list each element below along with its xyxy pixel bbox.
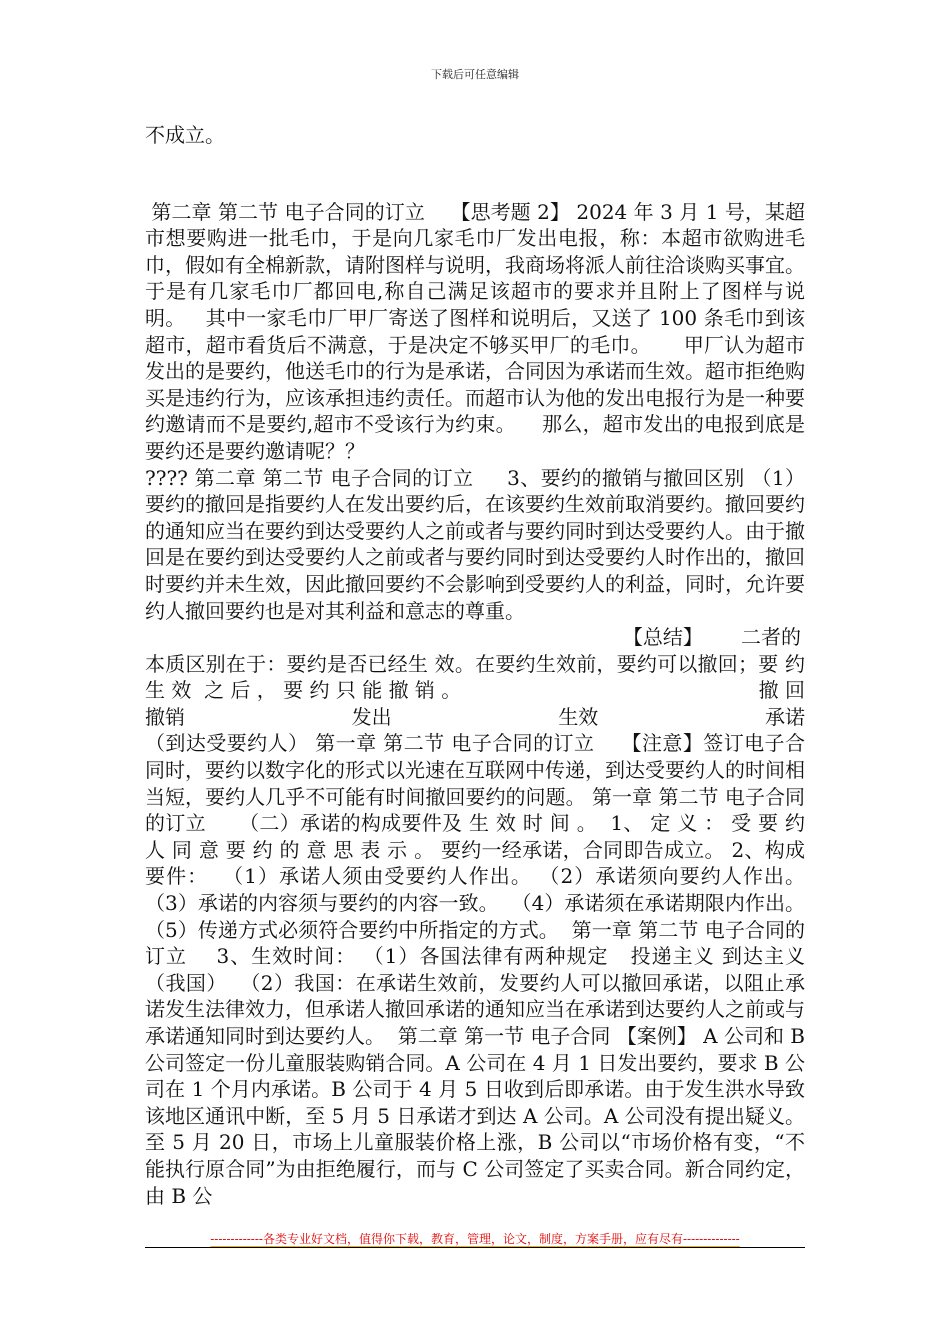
document-body xyxy=(145,122,818,1209)
paragraph-5: （到达受要约人） 第一章 第二节 电子合同的订立 【注意】签订电子合同时，要约以数字化的形式以光速在互联网中传递，到达受要约人的时间相当短，要约人几乎不可能有时间撤回要约的问题。 第一章 第二节 电子合同的订立 （二）承诺的构成要件及 生 效 时 间 。 1、 定 义 ： 受 要 约 人 同 意 要 约 的 意 思 表 示 。 要约一经承诺，合同即告成立。 2、构成要件： （1）承诺人须由受要约人作出。 （2）承诺须向要约人作出。 （3）承诺的内容须与要约的内容一致。 （4）承诺须在承诺期限内作出。 （5）传递方式必须符合要约中所指定的方式。 第一章 第二节 电子合同的订立 3、生效时间： （1）各国法律有两种规定 投递主义 到达主义（我国） （2）我国：在承诺生效前，发要约人可以撤回承诺，以阻止承诺发生法律效力，但承诺人撤回承诺的通知应当在承诺到达要约人之前或与承诺通知同时到达要约人。 第二章 第一节 电子合同 【案例】 A 公司和 B 公司签定一份儿童服装购销合同。A 公司在 4 月 1 日发出要约，要求 B 公司在 1 个月内承诺。B 公司于 4 月 5 日收到后即承诺。由于发生洪水导致该地区通讯中断，至 5 月 5 日承诺才到达 A 公司。A 公司没有提出疑义。至 5 月 20 日，市场上儿童服装价格上涨，B 公司以“市场价格有变，“不能执行原合同”为由拒绝履行，而与 C 公司签定了买卖合同。新合同约定，由 B 公 xyxy=(145,731,818,1208)
paragraph-1: 不成立。 xyxy=(145,123,225,147)
paragraph-4-text: 本质区别在于：要约是否已经生 效。在要约生效前，要约可以撤回；要 约 生 效 之 后 ， 要 约 只 能 撤 销 。 xyxy=(145,651,812,703)
summary-line: 【总结】 二者的 xyxy=(622,625,801,650)
paragraph-3: ???? 第二章 第二节 电子合同的订立 3、要约的撤销与撤回区别 （1）要约的撤回是指要约人在发出要约后，在该要约生效前取消要约。撤回要约的通知应当在要约到达受要约人之前或者与要约同时到达受要约人。由于撤回是在要约到达受要约人之前或者与要约同时到达受要约人时作出的，撤回时要约并未生效，因此撤回要约不会影响到受要约人的利益，同时，允许要约人撤回要约也是对其利益和意志的尊重。 xyxy=(145,465,805,623)
footer-banner: -------------各类专业好文档，值得你下载，教育，管理，论文，制度，方案手册，应有尽有-------------- xyxy=(210,1232,740,1246)
spread-word-4: 承诺 xyxy=(764,704,805,729)
page-header: 下载后可任意编辑 xyxy=(431,68,519,81)
spread-word-1: 撤销 xyxy=(145,704,185,729)
paragraph-4 xyxy=(145,651,812,704)
spread-row xyxy=(145,704,805,731)
paragraph-4-tail: 撤 回 xyxy=(758,678,805,703)
paragraph-2: 第二章 第二节 电子合同的订立 【思考题 2】 2024 年 3 月 1 号，某超市想要购进一批毛巾，于是向几家毛巾厂发出电报，称：本超市欲购进毛巾，假如有全棉新款，请附图样与说明，我商场将派人前往洽谈购买事宜。于是有几家毛巾厂都回电,称自己满足该超市的要求并且附上了图样与说明。 其中一家毛巾厂甲厂寄送了图样和说明后，又送了 100 条毛巾到该超市，超市看货后不满意，于是决定不够买甲厂的毛巾。 甲厂认为超市发出的是要约，他送毛巾的行为是承诺，合同因为承诺而生效。超市拒绝购买是违约行为，应该承担违约责任。而超市认为他的发出电报行为是一种要约邀请而不是要约,超市不受该行为约束。 那么，超市发出的电报到底是要约还是要约邀请呢？？ xyxy=(145,199,806,463)
spread-word-2: 发出 xyxy=(351,704,392,729)
footer-rule xyxy=(145,1247,805,1248)
spread-word-3: 生效 xyxy=(558,704,599,729)
